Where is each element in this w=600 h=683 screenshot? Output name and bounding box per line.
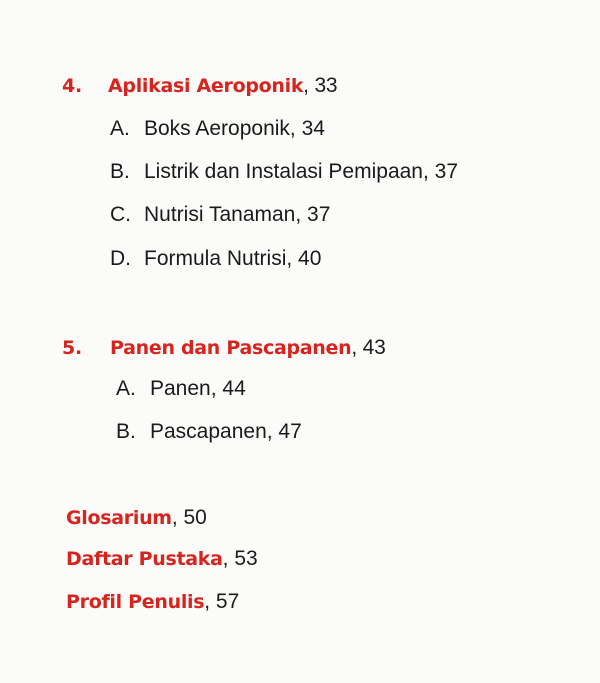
section-letter: B.: [116, 420, 136, 443]
toc-profil-penulis[interactable]: [66, 590, 239, 614]
back-matter-page: , 57: [204, 590, 240, 613]
section-letter: A.: [110, 117, 130, 140]
chapter-number: 5.: [62, 337, 83, 359]
section-text: Pascapanen, 47: [150, 420, 302, 443]
section-letter: C.: [110, 203, 131, 226]
back-matter-page: , 53: [222, 547, 258, 570]
toc-section[interactable]: [110, 247, 321, 271]
toc-section[interactable]: [110, 117, 325, 141]
toc-section[interactable]: [110, 160, 458, 184]
chapter-number: 4.: [62, 75, 83, 97]
chapter-page: , 33: [303, 74, 338, 97]
section-text: Boks Aeroponik, 34: [144, 117, 325, 140]
toc-daftar-pustaka[interactable]: [66, 547, 258, 571]
chapter-page: , 43: [351, 336, 386, 359]
section-letter: B.: [110, 160, 130, 183]
toc-chapter-4[interactable]: [62, 72, 337, 98]
toc-section[interactable]: [110, 203, 330, 227]
section-letter: A.: [116, 377, 136, 400]
toc-section[interactable]: [116, 377, 246, 401]
back-matter-page: , 50: [171, 506, 207, 529]
back-matter-title: Glosarium: [66, 507, 172, 529]
back-matter-title: Daftar Pustaka: [66, 548, 223, 570]
chapter-title: Panen dan Pascapanen: [110, 337, 352, 359]
back-matter-title: Profil Penulis: [66, 591, 205, 613]
chapter-title: Aplikasi Aeroponik: [108, 75, 304, 97]
section-text: Listrik dan Instalasi Pemipaan, 37: [144, 160, 459, 183]
section-text: Panen, 44: [150, 377, 246, 400]
toc-chapter-5[interactable]: [62, 334, 386, 360]
section-text: Nutrisi Tanaman, 37: [144, 203, 331, 226]
toc-section[interactable]: [116, 420, 302, 444]
section-letter: D.: [110, 247, 131, 270]
toc-glosarium[interactable]: [66, 506, 207, 530]
section-text: Formula Nutrisi, 40: [144, 247, 322, 270]
